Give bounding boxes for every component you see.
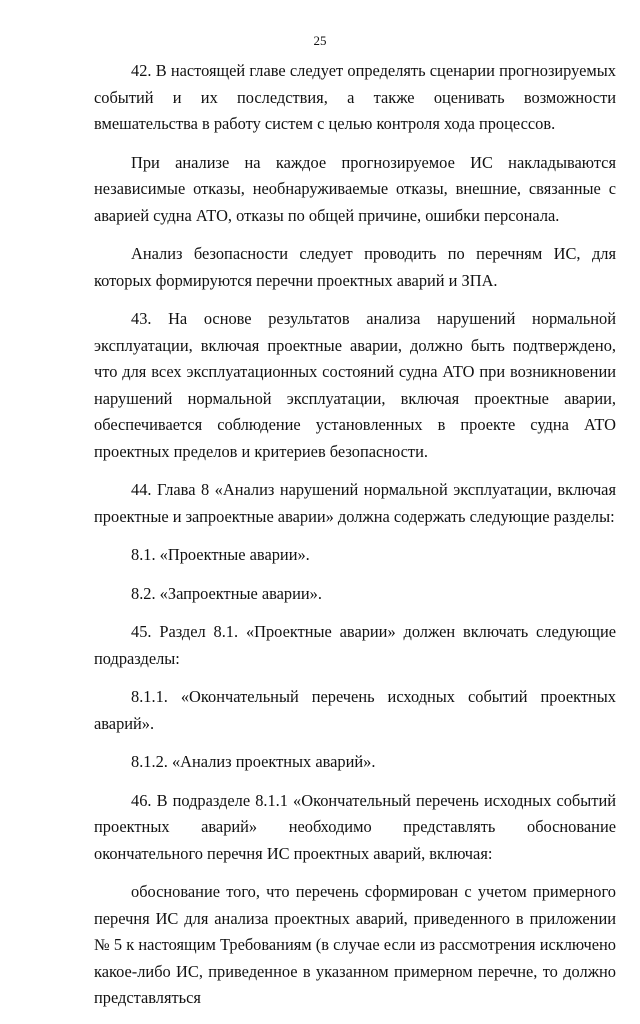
paragraph-46: 46. В подразделе 8.1.1 «Окончательный перечень исходных событий проектных аварий» необходимо представлять обоснование окончательного перечня ИС проектных аварий, включая: [94,790,616,863]
paragraph-justification: обоснование того, что перечень сформирован с учетом примерного перечня ИС для анализа проектных аварий, приведенного в приложении № 5 к настоящим Требованиям (в случае если из рассмотрения исключено какое-либо ИС, приведенное в указанном примерном перечне, то должно представляться [94,882,616,1007]
paragraph-45: 45. Раздел 8.1. «Проектные аварии» должен включать следующие подразделы: [94,622,616,668]
section-item-8-1: 8.1. «Проектные аварии». [131,545,310,564]
paragraph-44: 44. Глава 8 «Анализ нарушений нормальной эксплуатации, включая проектные и запроектные аварии» должна содержать следующие разделы: [94,480,616,526]
subsection-item-8-1-2: 8.1.2. «Анализ проектных аварий». [131,752,376,771]
paragraph-analysis-failures: При анализе на каждое прогнозируемое ИС накладываются независимые отказы, необнаруживаемые отказы, внешние, связанные с аварией судна АТО, отказы по общей причине, ошибки персонала. [94,152,616,225]
paragraph-43: 43. На основе результатов анализа нарушений нормальной эксплуатации, включая проектные аварии, должно быть подтверждено, что для всех эксплуатационных состояний судна АТО при возникновении нарушений нормальной эксплуатации, включая проектные аварии, обеспечивается соблюдение установленных в проекте судна АТО проектных пределов и критериев безопасности. [94,309,616,461]
page-number: 25 [313,33,327,48]
paragraph-safety-analysis: Анализ безопасности следует проводить по перечням ИС, для которых формируются перечни проектных аварий и ЗПА. [94,244,616,290]
subsection-item-8-1-1: 8.1.1. «Окончательный перечень исходных событий проектных аварий». [94,687,616,733]
section-item-8-2: 8.2. «Запроектные аварии». [131,583,322,603]
document-body [94,58,616,1024]
paragraph-42: 42. В настоящей главе следует определять сценарии прогнозируемых событий и их последствия, а также оценивать возможности вмешательства в работу систем с целью контроля хода процессов. [94,61,616,133]
